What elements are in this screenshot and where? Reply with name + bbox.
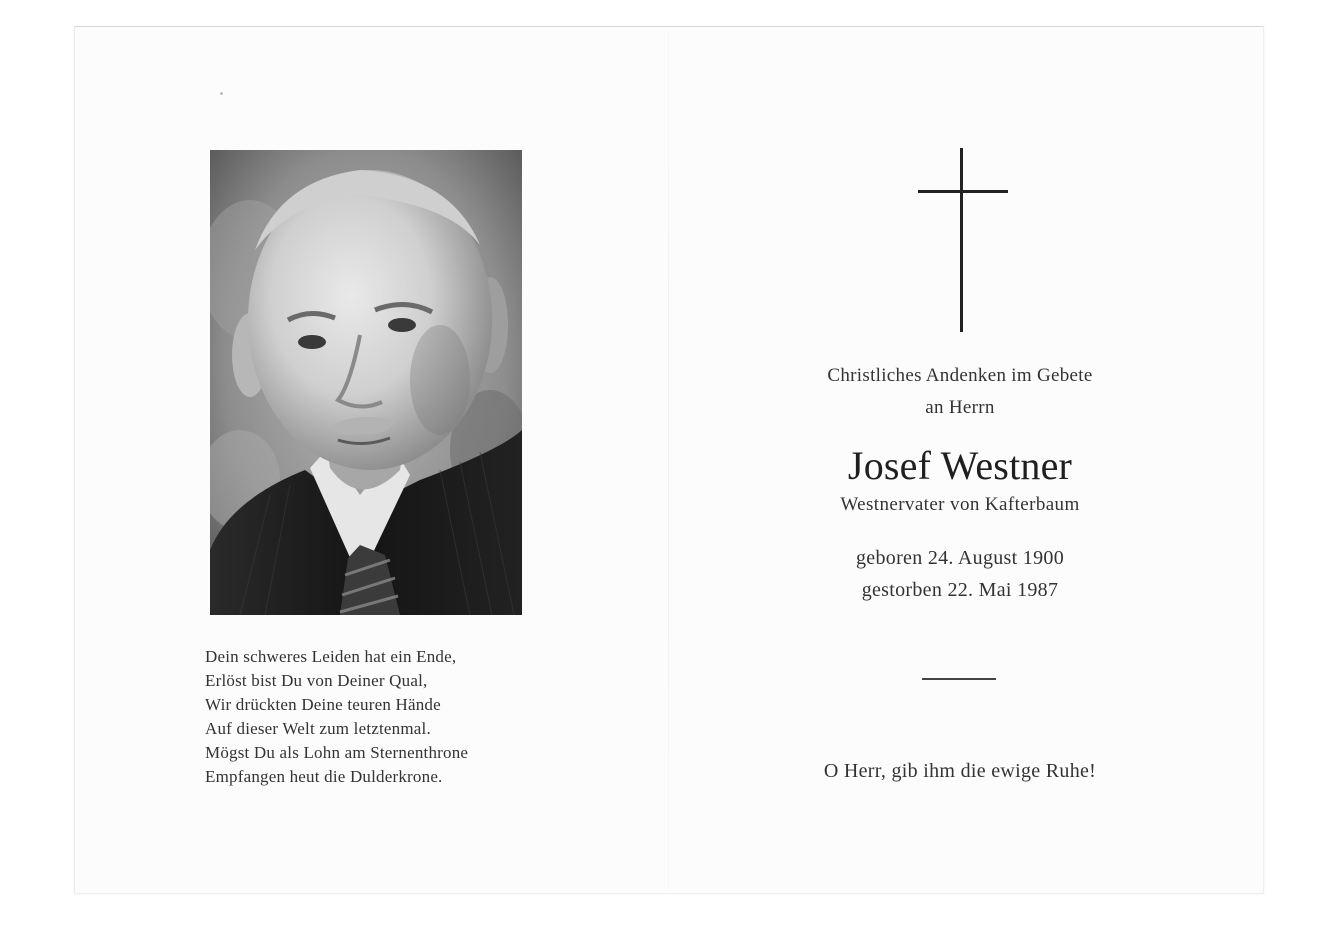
birth-date: geboren 24. August 1900	[856, 547, 1064, 569]
poem-line: Dein schweres Leiden hat ein Ende,	[205, 647, 457, 666]
closing-prayer: O Herr, gib ihm die ewige Ruhe!	[823, 760, 1097, 782]
deceased-subtitle: Westnervater von Kafterbaum	[840, 494, 1080, 515]
latin-cross-icon	[918, 148, 1010, 334]
heading-line-1: Christliches Andenken im Gebete	[827, 365, 1093, 386]
deceased-name: Josef Westner	[847, 443, 1073, 488]
cross-vertical-bar	[960, 148, 963, 332]
poem-line: Auf dieser Welt zum letztenmal.	[205, 719, 431, 738]
poem-line: Mögst Du als Lohn am Sternenthrone	[205, 743, 469, 762]
divider-line	[922, 678, 996, 680]
death-date: gestorben 22. Mai 1987	[861, 579, 1059, 601]
card-fold-line	[668, 30, 669, 890]
paper-speck	[220, 92, 223, 95]
poem-line: Erlöst bist Du von Deiner Qual,	[205, 671, 428, 690]
portrait-photo	[210, 150, 522, 615]
poem-line: Empfangen heut die Dulderkrone.	[205, 767, 443, 786]
poem-line: Wir drückten Deine teuren Hände	[205, 695, 441, 714]
memorial-poem	[205, 645, 585, 789]
cross-horizontal-bar	[918, 190, 1008, 193]
heading-line-2: an Herrn	[925, 397, 995, 418]
